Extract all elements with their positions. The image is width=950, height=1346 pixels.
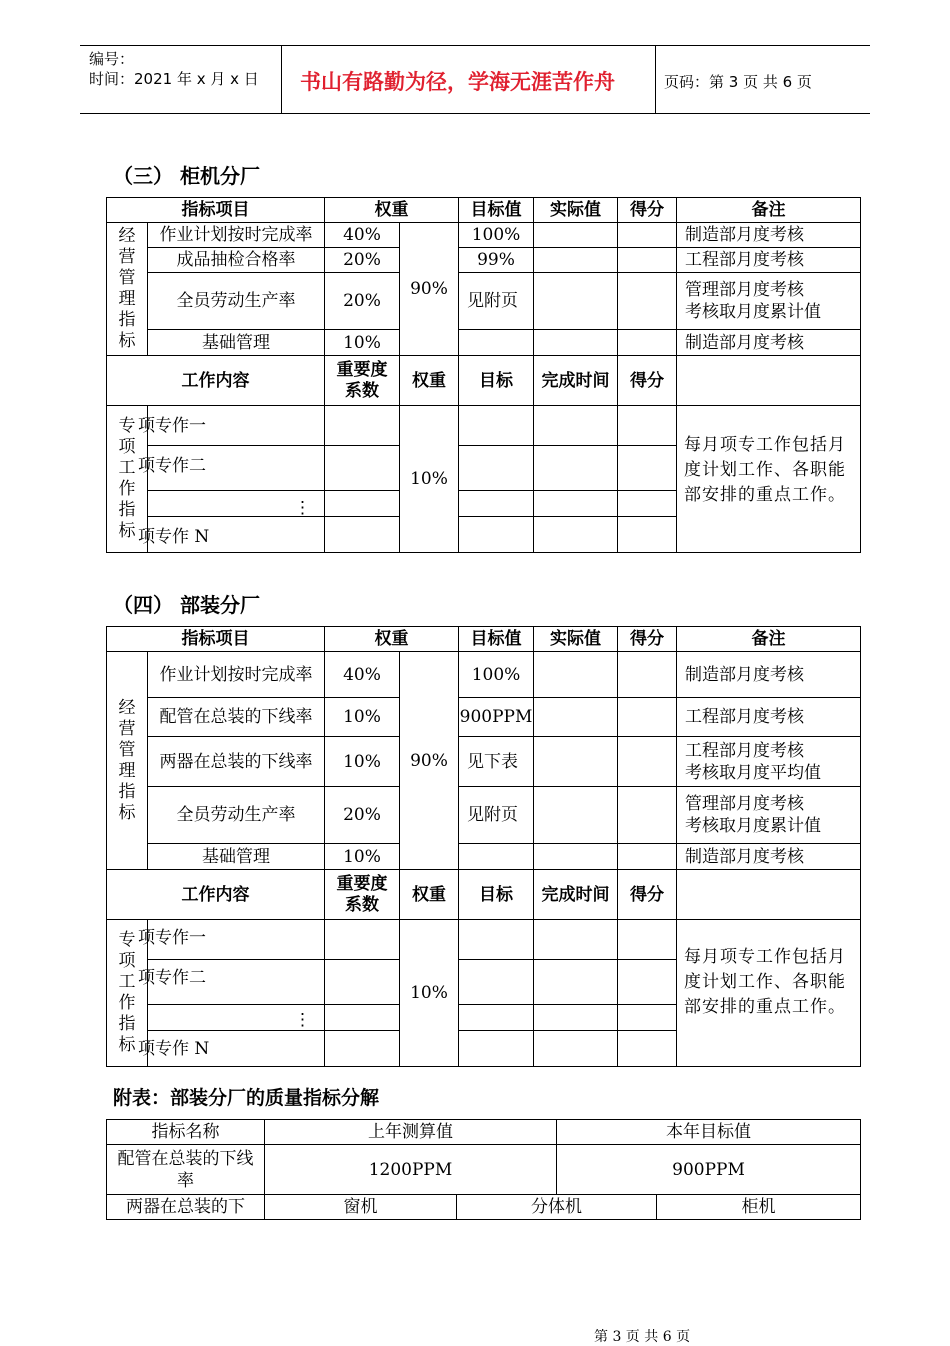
s3-group-weight: 90% xyxy=(400,223,459,356)
s3-row3-remark-line2: 考核取月度累计值 xyxy=(685,302,821,322)
section4-title: （四） 部装分厂 xyxy=(113,593,260,617)
header-top-rule xyxy=(80,45,870,46)
appendix-row2-col3: 柜机 xyxy=(657,1195,861,1220)
s3-head-weight: 权重 xyxy=(325,198,459,223)
s3-special-score-4 xyxy=(618,517,677,553)
s4-work-head-content: 工作内容 xyxy=(107,870,325,920)
s4-special-score-3 xyxy=(618,1005,677,1031)
header-page-label: 页码：第 3 页 共 6 页 xyxy=(664,73,812,91)
s4-group-label: 经营管理指标 xyxy=(107,652,148,870)
s3-row4-item: 基础管理 xyxy=(148,330,325,356)
s3-row1-remark: 制造部月度考核 xyxy=(677,223,861,248)
appendix-row2-col1: 窗机 xyxy=(265,1195,457,1220)
s4-special-imp-1 xyxy=(325,920,400,960)
s3-special-imp-1 xyxy=(325,406,400,446)
s3-row4-score xyxy=(618,330,677,356)
s3-row3-remark xyxy=(677,273,861,330)
s3-special-remark: 每月项专工作包括月度计划工作、各职能部安排的重点工作。 xyxy=(684,435,846,505)
s3-special-item-1: 项专作一 xyxy=(138,416,206,436)
s3-row2-weight: 20% xyxy=(325,248,400,273)
s3-special-item-4: 项专作 N xyxy=(138,527,210,547)
s4-row4-remark-line2: 考核取月度累计值 xyxy=(685,816,821,836)
s4-row5-item: 基础管理 xyxy=(148,844,325,870)
s3-special-imp-4 xyxy=(325,517,400,553)
s4-row1-remark: 制造部月度考核 xyxy=(677,652,861,698)
s4-work-head-weight: 权重 xyxy=(400,870,459,920)
s4-work-head-importance: 重要度系数 xyxy=(325,870,400,920)
s3-work-head-content: 工作内容 xyxy=(107,356,325,406)
s4-row2-target: 900PPM xyxy=(459,698,534,737)
header-divider-1 xyxy=(281,45,282,113)
s3-row3-score xyxy=(618,273,677,330)
header-bottom-rule xyxy=(80,113,870,114)
appendix-table xyxy=(106,1119,861,1220)
s3-work-head-importance: 重要度系数 xyxy=(325,356,400,406)
s3-row3-item: 全员劳动生产率 xyxy=(148,273,325,330)
s3-special-time-4 xyxy=(534,517,618,553)
s4-row3-remark-line1: 工程部月度考核 xyxy=(685,740,804,761)
s3-row1-actual xyxy=(534,223,618,248)
s4-special-score-2 xyxy=(618,960,677,1005)
s4-row1-weight: 40% xyxy=(325,652,400,698)
s4-special-score-1 xyxy=(618,920,677,960)
s4-head-weight: 权重 xyxy=(325,627,459,652)
s4-row4-item: 全员劳动生产率 xyxy=(148,787,325,844)
s4-row3-target: 见下表 xyxy=(459,737,534,787)
s3-special-score-1 xyxy=(618,406,677,446)
s4-group-weight: 90% xyxy=(400,652,459,870)
s3-special-imp-2 xyxy=(325,446,400,491)
s3-special-label: 专项工作指标 xyxy=(107,406,148,553)
s3-row4-weight: 10% xyxy=(325,330,400,356)
s3-row3-remark-line1: 管理部月度考核 xyxy=(685,280,804,300)
s4-special-target-3 xyxy=(459,1005,534,1031)
appendix-head-last: 上年测算值 xyxy=(265,1120,557,1145)
s4-special-item-2: 项专作二 xyxy=(138,968,206,988)
s3-row2-item: 成品抽检合格率 xyxy=(148,248,325,273)
s4-special-item-1: 项专作一 xyxy=(138,928,206,948)
s4-row3-remark-line2: 考核取月度平均值 xyxy=(685,762,821,783)
s4-special-label: 专项工作指标 xyxy=(107,920,148,1067)
s4-work-head-time: 完成时间 xyxy=(534,870,618,920)
s3-row2-actual xyxy=(534,248,618,273)
s3-special-target-3 xyxy=(459,491,534,517)
s4-special-time-3 xyxy=(534,1005,618,1031)
s3-head-actual: 实际值 xyxy=(534,198,618,223)
s4-row3-score xyxy=(618,737,677,787)
s3-head-item: 指标项目 xyxy=(107,198,325,223)
s4-row3-weight: 10% xyxy=(325,737,400,787)
appendix-head-target: 本年目标值 xyxy=(557,1120,861,1145)
s4-row2-remark: 工程部月度考核 xyxy=(677,698,861,737)
s4-head-item: 指标项目 xyxy=(107,627,325,652)
s4-row5-score xyxy=(618,844,677,870)
s3-special-item-3: ⋮ xyxy=(294,498,311,518)
s4-row4-target: 见附页 xyxy=(459,787,534,844)
s4-work-head-target: 目标 xyxy=(459,870,534,920)
s3-row2-remark: 工程部月度考核 xyxy=(677,248,861,273)
s3-special-time-3 xyxy=(534,491,618,517)
doc-date-label: 时间：2021 年 x 月 x 日 xyxy=(89,70,259,88)
header-divider-2 xyxy=(655,45,656,113)
s3-row2-target: 99% xyxy=(459,248,534,273)
s3-row3-weight: 20% xyxy=(325,273,400,330)
s3-row4-remark: 制造部月度考核 xyxy=(677,330,861,356)
s4-row3-remark xyxy=(677,737,861,787)
s4-special-weight: 10% xyxy=(400,920,459,1067)
s4-row2-actual xyxy=(534,698,618,737)
s3-special-time-2 xyxy=(534,446,618,491)
s4-row2-score xyxy=(618,698,677,737)
s4-special-imp-3 xyxy=(325,1005,400,1031)
s4-special-target-2 xyxy=(459,960,534,1005)
footer-page-number: 第 3 页 共 6 页 xyxy=(594,1329,691,1345)
appendix-row1-name: 配管在总装的下线率 xyxy=(107,1145,265,1195)
s3-row1-weight: 40% xyxy=(325,223,400,248)
s4-row4-weight: 20% xyxy=(325,787,400,844)
s3-special-imp-3 xyxy=(325,491,400,517)
s4-head-remark: 备注 xyxy=(677,627,861,652)
appendix-row2-col2: 分体机 xyxy=(457,1195,657,1220)
appendix-title: 附表：部装分厂的质量指标分解 xyxy=(113,1087,380,1109)
s4-head-score: 得分 xyxy=(618,627,677,652)
appendix-row1-last: 1200PPM xyxy=(265,1145,557,1195)
doc-number-label: 编号： xyxy=(89,50,135,68)
s3-row3-actual xyxy=(534,273,618,330)
s3-special-target-2 xyxy=(459,446,534,491)
s4-row5-remark: 制造部月度考核 xyxy=(677,844,861,870)
section3-title: （三） 柜机分厂 xyxy=(113,164,260,188)
s4-special-imp-4 xyxy=(325,1031,400,1067)
s4-head-actual: 实际值 xyxy=(534,627,618,652)
s3-head-score: 得分 xyxy=(618,198,677,223)
s4-row1-item: 作业计划按时完成率 xyxy=(148,652,325,698)
s4-row4-actual xyxy=(534,787,618,844)
appendix-head-name: 指标名称 xyxy=(107,1120,265,1145)
s3-special-time-1 xyxy=(534,406,618,446)
s4-head-target: 目标值 xyxy=(459,627,534,652)
s3-group-label: 经营管理指标 xyxy=(107,223,148,356)
s3-head-remark: 备注 xyxy=(677,198,861,223)
s4-row3-actual xyxy=(534,737,618,787)
s4-special-imp-2 xyxy=(325,960,400,1005)
s4-row1-target: 100% xyxy=(459,652,534,698)
s3-row1-score xyxy=(618,223,677,248)
s4-row4-remark-line1: 管理部月度考核 xyxy=(685,794,804,814)
s4-row2-item: 配管在总装的下线率 xyxy=(148,698,325,737)
s3-special-weight: 10% xyxy=(400,406,459,553)
header-slogan: 书山有路勤为径，学海无涯苦作舟 xyxy=(300,70,615,94)
s3-special-target-1 xyxy=(459,406,534,446)
s3-row4-target xyxy=(459,330,534,356)
s3-special-score-2 xyxy=(618,446,677,491)
s4-special-target-1 xyxy=(459,920,534,960)
s4-special-time-4 xyxy=(534,1031,618,1067)
s4-special-time-2 xyxy=(534,960,618,1005)
s3-work-head-time: 完成时间 xyxy=(534,356,618,406)
s4-work-head-score: 得分 xyxy=(618,870,677,920)
s4-row5-actual xyxy=(534,844,618,870)
s3-special-target-4 xyxy=(459,517,534,553)
appendix-row2-name: 两器在总装的下 xyxy=(107,1195,265,1220)
s4-row5-target xyxy=(459,844,534,870)
s3-row3-target: 见附页 xyxy=(459,273,534,330)
s4-special-score-4 xyxy=(618,1031,677,1067)
s3-row1-item: 作业计划按时完成率 xyxy=(148,223,325,248)
s4-row1-score xyxy=(618,652,677,698)
s3-work-head-score: 得分 xyxy=(618,356,677,406)
s4-row4-remark xyxy=(677,787,861,844)
s4-special-item-4: 项专作 N xyxy=(138,1039,210,1059)
s3-special-item-2: 项专作二 xyxy=(138,456,206,476)
s4-row5-weight: 10% xyxy=(325,844,400,870)
s3-row4-actual xyxy=(534,330,618,356)
s3-head-target: 目标值 xyxy=(459,198,534,223)
s4-row3-item: 两器在总装的下线率 xyxy=(148,737,325,787)
s4-special-remark: 每月项专工作包括月度计划工作、各职能部安排的重点工作。 xyxy=(684,947,846,1017)
s3-special-score-3 xyxy=(618,491,677,517)
s3-row1-target: 100% xyxy=(459,223,534,248)
s4-row4-score xyxy=(618,787,677,844)
s4-special-item-3: ⋮ xyxy=(294,1010,311,1030)
s3-work-head-blank xyxy=(677,356,861,406)
s4-work-head-blank xyxy=(677,870,861,920)
s4-special-target-4 xyxy=(459,1031,534,1067)
s4-special-time-1 xyxy=(534,920,618,960)
s4-row1-actual xyxy=(534,652,618,698)
s3-work-head-weight: 权重 xyxy=(400,356,459,406)
s3-row2-score xyxy=(618,248,677,273)
appendix-row1-target: 900PPM xyxy=(557,1145,861,1195)
s4-row2-weight: 10% xyxy=(325,698,400,737)
s3-work-head-target: 目标 xyxy=(459,356,534,406)
